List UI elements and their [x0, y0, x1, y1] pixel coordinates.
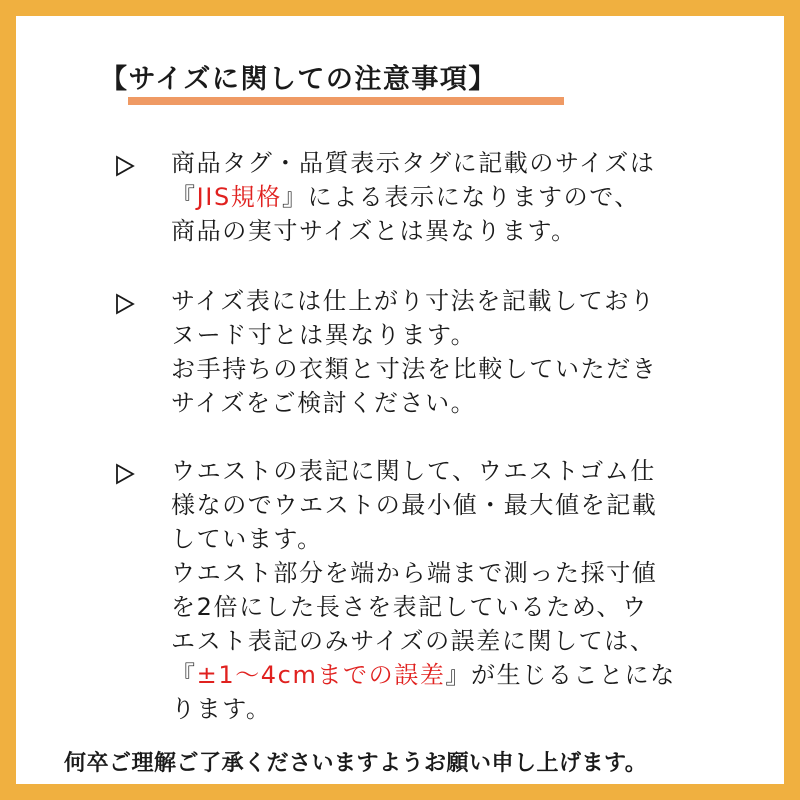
- note-line: エスト表記のみサイズの誤差に関しては、: [171, 627, 656, 655]
- note-line: ウエスト部分を端から端まで測った採寸値: [171, 559, 658, 587]
- note-line: サイズをご検討ください。: [171, 389, 477, 417]
- bracket-open: 『: [171, 183, 197, 211]
- note-line: [171, 180, 731, 214]
- note-line: お手持ちの衣類と寸法を比較していただき: [171, 355, 658, 383]
- bracket-open: 『: [171, 661, 197, 689]
- note-text: [171, 454, 731, 726]
- triangle-right-outline-icon: [114, 293, 136, 315]
- note-line: しています。: [171, 525, 323, 553]
- page-title: 【サイズに関しての注意事項】: [100, 64, 497, 95]
- note-line: を2倍にした長さを表記しているため、ウ: [171, 593, 648, 621]
- note-text: [171, 146, 731, 248]
- note-line: [171, 658, 731, 692]
- triangle-right-outline-icon: [114, 155, 136, 177]
- note-line: サイズ表には仕上がり寸法を記載しており: [171, 287, 656, 315]
- highlight-jis: JIS規格: [196, 183, 282, 211]
- note-line: 様なのでウエストの最小値・最大値を記載: [171, 491, 658, 519]
- note-line: ヌード寸とは異なります。: [171, 321, 477, 349]
- closing-message: 何卒ご理解ご了承くださいますようお願い申し上げます。: [64, 751, 648, 776]
- highlight-tolerance: ±1〜4cmまでの誤差: [196, 661, 446, 689]
- title-block: [100, 60, 600, 120]
- note-line-rest: 』による表示になりますので、: [282, 183, 640, 211]
- note-line: 商品タグ・品質表示タグに記載のサイズは: [171, 149, 656, 177]
- note-line: ウエストの表記に関して、ウエストゴム仕: [171, 457, 656, 485]
- triangle-right-outline-icon: [114, 463, 136, 485]
- note-line: ります。: [171, 695, 272, 723]
- note-text: [171, 284, 731, 420]
- note-line: 商品の実寸サイズとは異なります。: [171, 217, 577, 245]
- note-line-rest: 』が生じることにな: [445, 661, 676, 689]
